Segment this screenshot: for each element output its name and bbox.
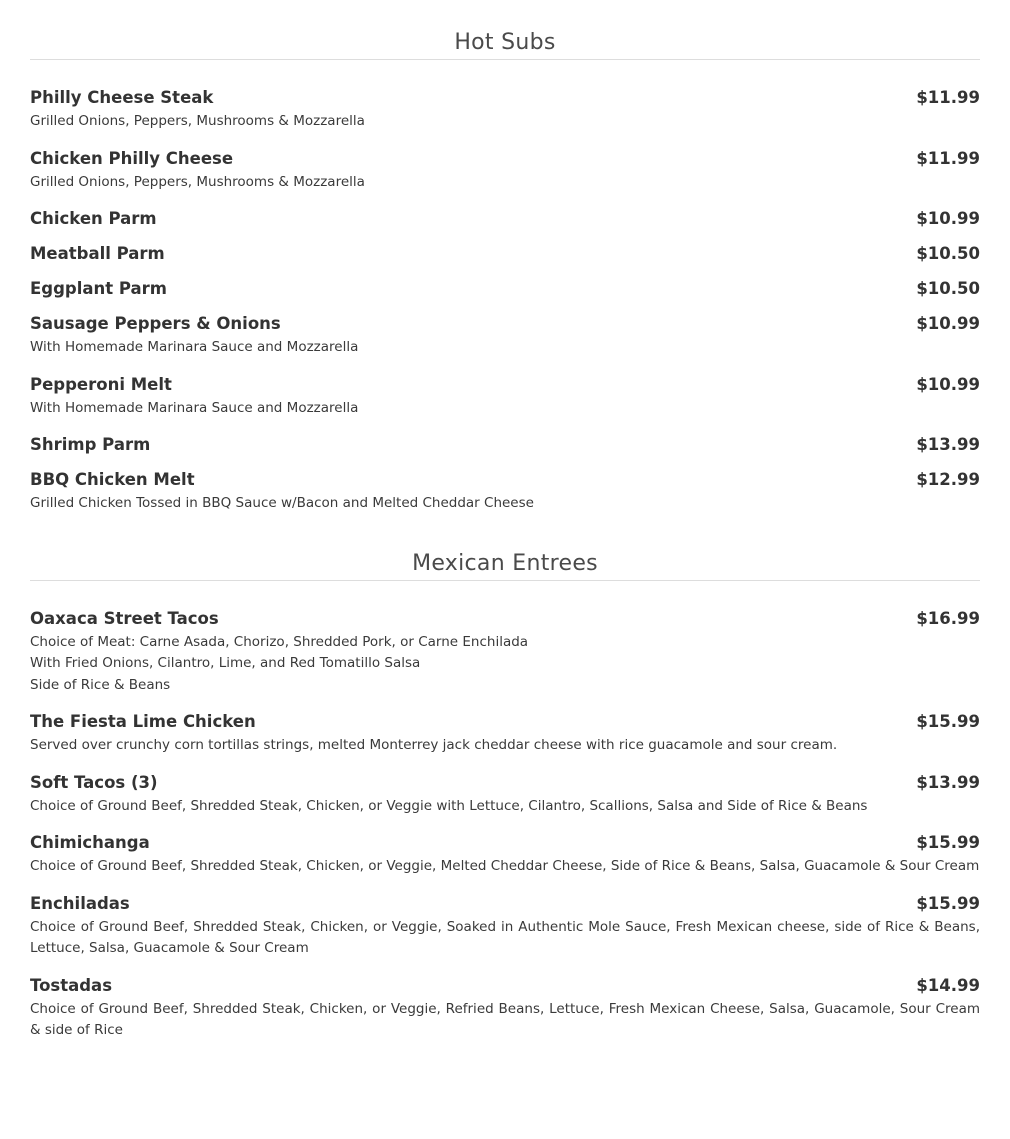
description-line: Choice of Ground Beef, Shredded Steak, Chicken, or Veggie with Lettuce, Cilantro, Scallions, Salsa and Side of Rice & Beans: [30, 797, 868, 814]
menu-item: [30, 244, 980, 263]
menu-item-header: [30, 773, 980, 792]
menu-item-name: Eggplant Parm: [30, 279, 167, 298]
menu-item-description: [30, 493, 980, 515]
menu-item-description: [30, 796, 980, 818]
description-line: Grilled Onions, Peppers, Mushrooms & Mozzarella: [30, 173, 365, 190]
menu-item-name: Chicken Philly Cheese: [30, 148, 234, 168]
menu-item-price: $15.99: [916, 833, 980, 852]
description-line: Grilled Chicken Tossed in BBQ Sauce w/Bacon and Melted Cheddar Cheese: [30, 495, 534, 511]
menu-item-name: Oaxaca Street Tacos: [30, 608, 219, 628]
menu-item-header: [30, 314, 980, 333]
menu-item: [30, 149, 980, 194]
menu-item-price: $10.99: [916, 314, 980, 333]
menu-item-price: $10.99: [916, 209, 980, 228]
description-line: Choice of Meat: Carne Asada, Chorizo, Shredded Pork, or Carne Enchilada: [30, 633, 529, 650]
menu-item-name: Enchiladas: [30, 893, 130, 913]
menu-item-name: Meatball Parm: [30, 244, 165, 263]
description-line: With Homemade Marinara Sauce and Mozzarella: [30, 399, 359, 416]
menu-item-header: [30, 976, 980, 995]
menu-item-description: [30, 999, 980, 1042]
menu-section: [30, 551, 980, 1042]
menu-item: [30, 279, 980, 298]
menu-item: [30, 894, 980, 960]
menu-item-header: [30, 149, 980, 168]
menu-item-price: $16.99: [916, 608, 980, 628]
menu-item: [30, 435, 980, 454]
menu-item-header: [30, 609, 980, 628]
description-line: With Fried Onions, Cilantro, Lime, and Red Tomatillo Salsa: [30, 655, 421, 671]
menu-item: [30, 833, 980, 878]
menu-item-name: Tostadas: [30, 975, 113, 995]
menu-item-header: [30, 209, 980, 228]
menu-item-name: BBQ Chicken Melt: [30, 470, 195, 489]
description-line: Choice of Ground Beef, Shredded Steak, Chicken, or Veggie, Soaked in Authentic Mole Sauce, Fresh Mexican cheese, side of Rice & Beans, Lettuce, Salsa, Guacamole & Sour Cream: [30, 918, 980, 956]
menu-item-price: $10.50: [916, 279, 980, 298]
menu-item-description: [30, 111, 980, 133]
description-line: Grilled Onions, Peppers, Mushrooms & Mozzarella: [30, 113, 365, 129]
menu-item: [30, 314, 980, 359]
section-title: Mexican Entrees: [30, 551, 980, 581]
menu-item-list: [30, 609, 980, 1042]
menu-item-header: [30, 375, 980, 394]
menu-item-name: Chicken Parm: [30, 209, 157, 228]
menu-item-description: [30, 735, 980, 757]
description-line: Side of Rice & Beans: [30, 676, 171, 693]
menu-item-description: [30, 398, 980, 420]
menu-item-description: [30, 337, 980, 359]
menu-item-price: $15.99: [916, 712, 980, 731]
menu-item-price: $13.99: [916, 772, 980, 792]
menu-item-name: Sausage Peppers & Onions: [30, 314, 281, 333]
menu-item: [30, 209, 980, 228]
menu-item-header: [30, 712, 980, 731]
description-line: Choice of Ground Beef, Shredded Steak, Chicken, or Veggie, Melted Cheddar Cheese, Side of Rice & Beans, Salsa, Guacamole & Sour Cream: [30, 858, 980, 874]
menu-item-price: $14.99: [916, 975, 980, 995]
menu-item-name: The Fiesta Lime Chicken: [30, 712, 256, 731]
menu-item: [30, 976, 980, 1042]
description-line: Choice of Ground Beef, Shredded Steak, Chicken, or Veggie, Refried Beans, Lettuce, Fresh Mexican Cheese, Salsa, Guacamole, Sour Cream & side of Rice: [30, 1000, 980, 1038]
menu-item-list: [30, 88, 980, 515]
menu-item-name: Shrimp Parm: [30, 435, 151, 454]
menu-item-price: $10.99: [916, 374, 980, 394]
menu-item-name: Pepperoni Melt: [30, 374, 172, 394]
menu-item-price: $10.50: [916, 244, 980, 263]
description-line: Served over crunchy corn tortillas strings, melted Monterrey jack cheddar cheese with rice guacamole and sour cream.: [30, 737, 838, 753]
menu-item-price: $12.99: [916, 470, 980, 489]
menu-item: [30, 470, 980, 515]
menu-item-description: [30, 172, 980, 194]
section-title: Hot Subs: [30, 30, 980, 60]
menu-item: [30, 712, 980, 757]
menu-item-description: [30, 856, 980, 878]
menu-item-description: [30, 917, 980, 960]
menu-item-header: [30, 833, 980, 852]
menu-item-header: [30, 279, 980, 298]
menu-item-name: Chimichanga: [30, 833, 150, 852]
menu-item-name: Soft Tacos (3): [30, 772, 158, 792]
menu-item-header: [30, 435, 980, 454]
menu-item-description: [30, 632, 980, 697]
menu-item: [30, 375, 980, 420]
menu-item-price: $15.99: [916, 893, 980, 913]
menu-item-header: [30, 88, 980, 107]
description-line: With Homemade Marinara Sauce and Mozzarella: [30, 339, 359, 355]
menu-page: [30, 0, 980, 1042]
menu-item-name: Philly Cheese Steak: [30, 88, 214, 107]
menu-item: [30, 773, 980, 818]
menu-item-header: [30, 894, 980, 913]
menu-section: [30, 30, 980, 515]
menu-item-header: [30, 244, 980, 263]
menu-item-price: $11.99: [916, 88, 980, 107]
menu-item: [30, 88, 980, 133]
menu-item-price: $13.99: [916, 435, 980, 454]
menu-item: [30, 609, 980, 697]
menu-item-price: $11.99: [916, 148, 980, 168]
menu-item-header: [30, 470, 980, 489]
